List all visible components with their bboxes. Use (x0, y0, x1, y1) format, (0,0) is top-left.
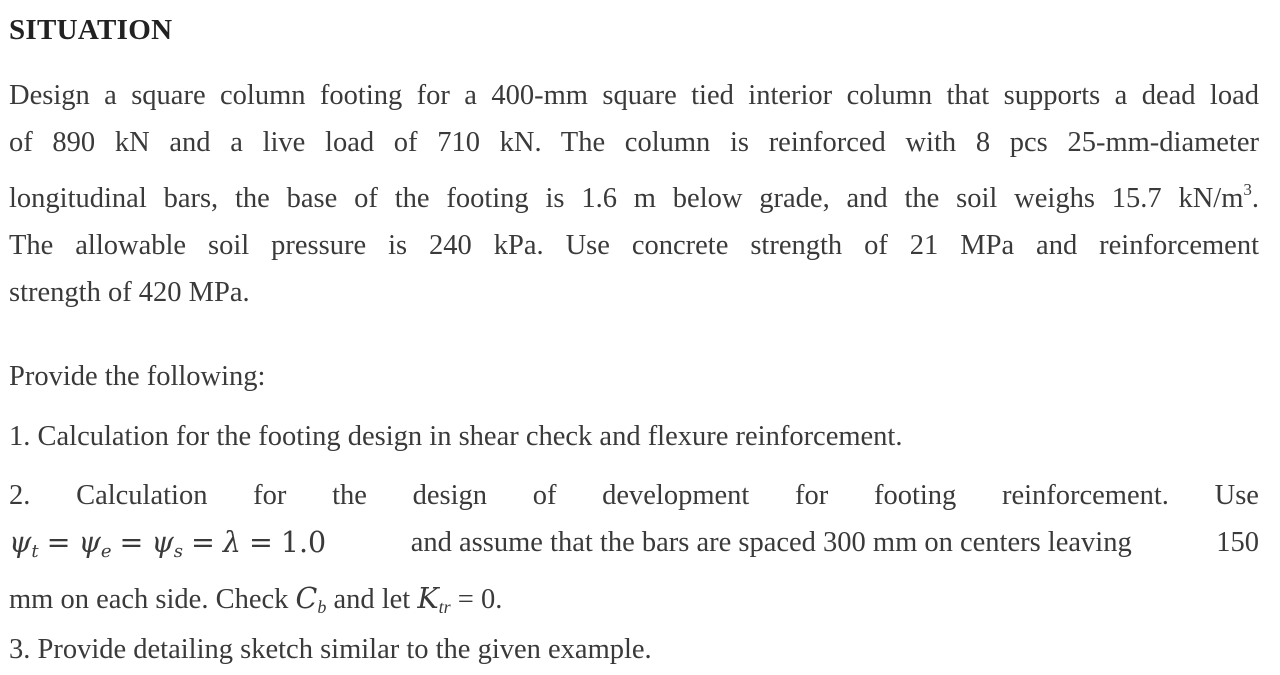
equals-2: = (119, 526, 144, 559)
requirement-item-3: 3. Provide detailing sketch similar to the given example. (9, 634, 652, 665)
item-2-word: reinforcement. (1001, 480, 1169, 511)
situation-line-3-text: longitudinal bars, the base of the footing is 1.6 m below grade, and the soil weighs 15.7 kN/m (9, 183, 1244, 214)
situation-line-4: The allowable soil pressure is 240 kPa. Use concrete strength of 21 MPa and reinforcement (9, 230, 1259, 261)
psi-t-subscript: t (31, 541, 39, 562)
situation-paragraph (9, 72, 1259, 316)
cb-subscript: b (317, 597, 327, 617)
item-2-line-3-end: = 0. (450, 584, 503, 615)
item-2-word: footing (873, 480, 957, 511)
item-2-line-2-end: 150 (1216, 527, 1259, 558)
lambda: λ (222, 526, 241, 559)
ktr-symbol: K (417, 582, 439, 615)
situation-line-3 (9, 166, 1259, 222)
section-heading: SITUATION (9, 14, 173, 46)
psi-e-subscript: e (100, 541, 112, 562)
psi-s: ψ (151, 526, 174, 559)
item-2-word: the (332, 480, 367, 511)
item-2-word: design (412, 480, 487, 511)
cb-symbol: C (295, 582, 318, 615)
situation-line-2: of 890 kN and a live load of 710 kN. The column is reinforced with 8 pcs 25-mm-diameter (9, 127, 1259, 158)
item-2-line-3-mid: and let (326, 584, 418, 615)
equals-4: = (248, 526, 273, 559)
psi-t: ψ (9, 526, 32, 559)
item-2-word: Use (1214, 480, 1259, 511)
ktr-subscript: tr (438, 597, 451, 617)
situation-line-3-period: . (1251, 183, 1259, 214)
psi-s-subscript: s (173, 541, 183, 562)
cube-superscript: 3 (1243, 180, 1252, 199)
psi-equation (9, 519, 326, 575)
psi-e: ψ (78, 526, 101, 559)
item-2-word: of (532, 480, 557, 511)
item-2-word: 2. (9, 480, 31, 511)
item-2-word: development (602, 480, 750, 511)
item-2-word: for (795, 480, 829, 511)
provide-heading: Provide the following: (9, 361, 266, 392)
situation-line-1: Design a square column footing for a 400-mm square tied interior column that supports a dead load (9, 80, 1259, 111)
requirement-item-1: 1. Calculation for the footing design in shear check and flexure reinforcement. (9, 421, 903, 452)
equals-1: = (46, 526, 71, 559)
item-2-line-2 (9, 519, 1259, 575)
item-2-line-3-start: mm on each side. Check (9, 584, 296, 615)
item-2-line-3 (9, 575, 1259, 631)
situation-line-5: strength of 420 MPa. (9, 277, 250, 308)
item-2-word: Calculation (76, 480, 208, 511)
item-2-line-1 (9, 472, 1259, 519)
requirement-item-2 (9, 472, 1259, 631)
equals-3: = (191, 526, 215, 559)
item-2-word: for (253, 480, 287, 511)
factor-value: 1.0 (280, 526, 327, 559)
item-2-line-2-text: and assume that the bars are spaced 300 mm on centers leaving (410, 527, 1132, 558)
